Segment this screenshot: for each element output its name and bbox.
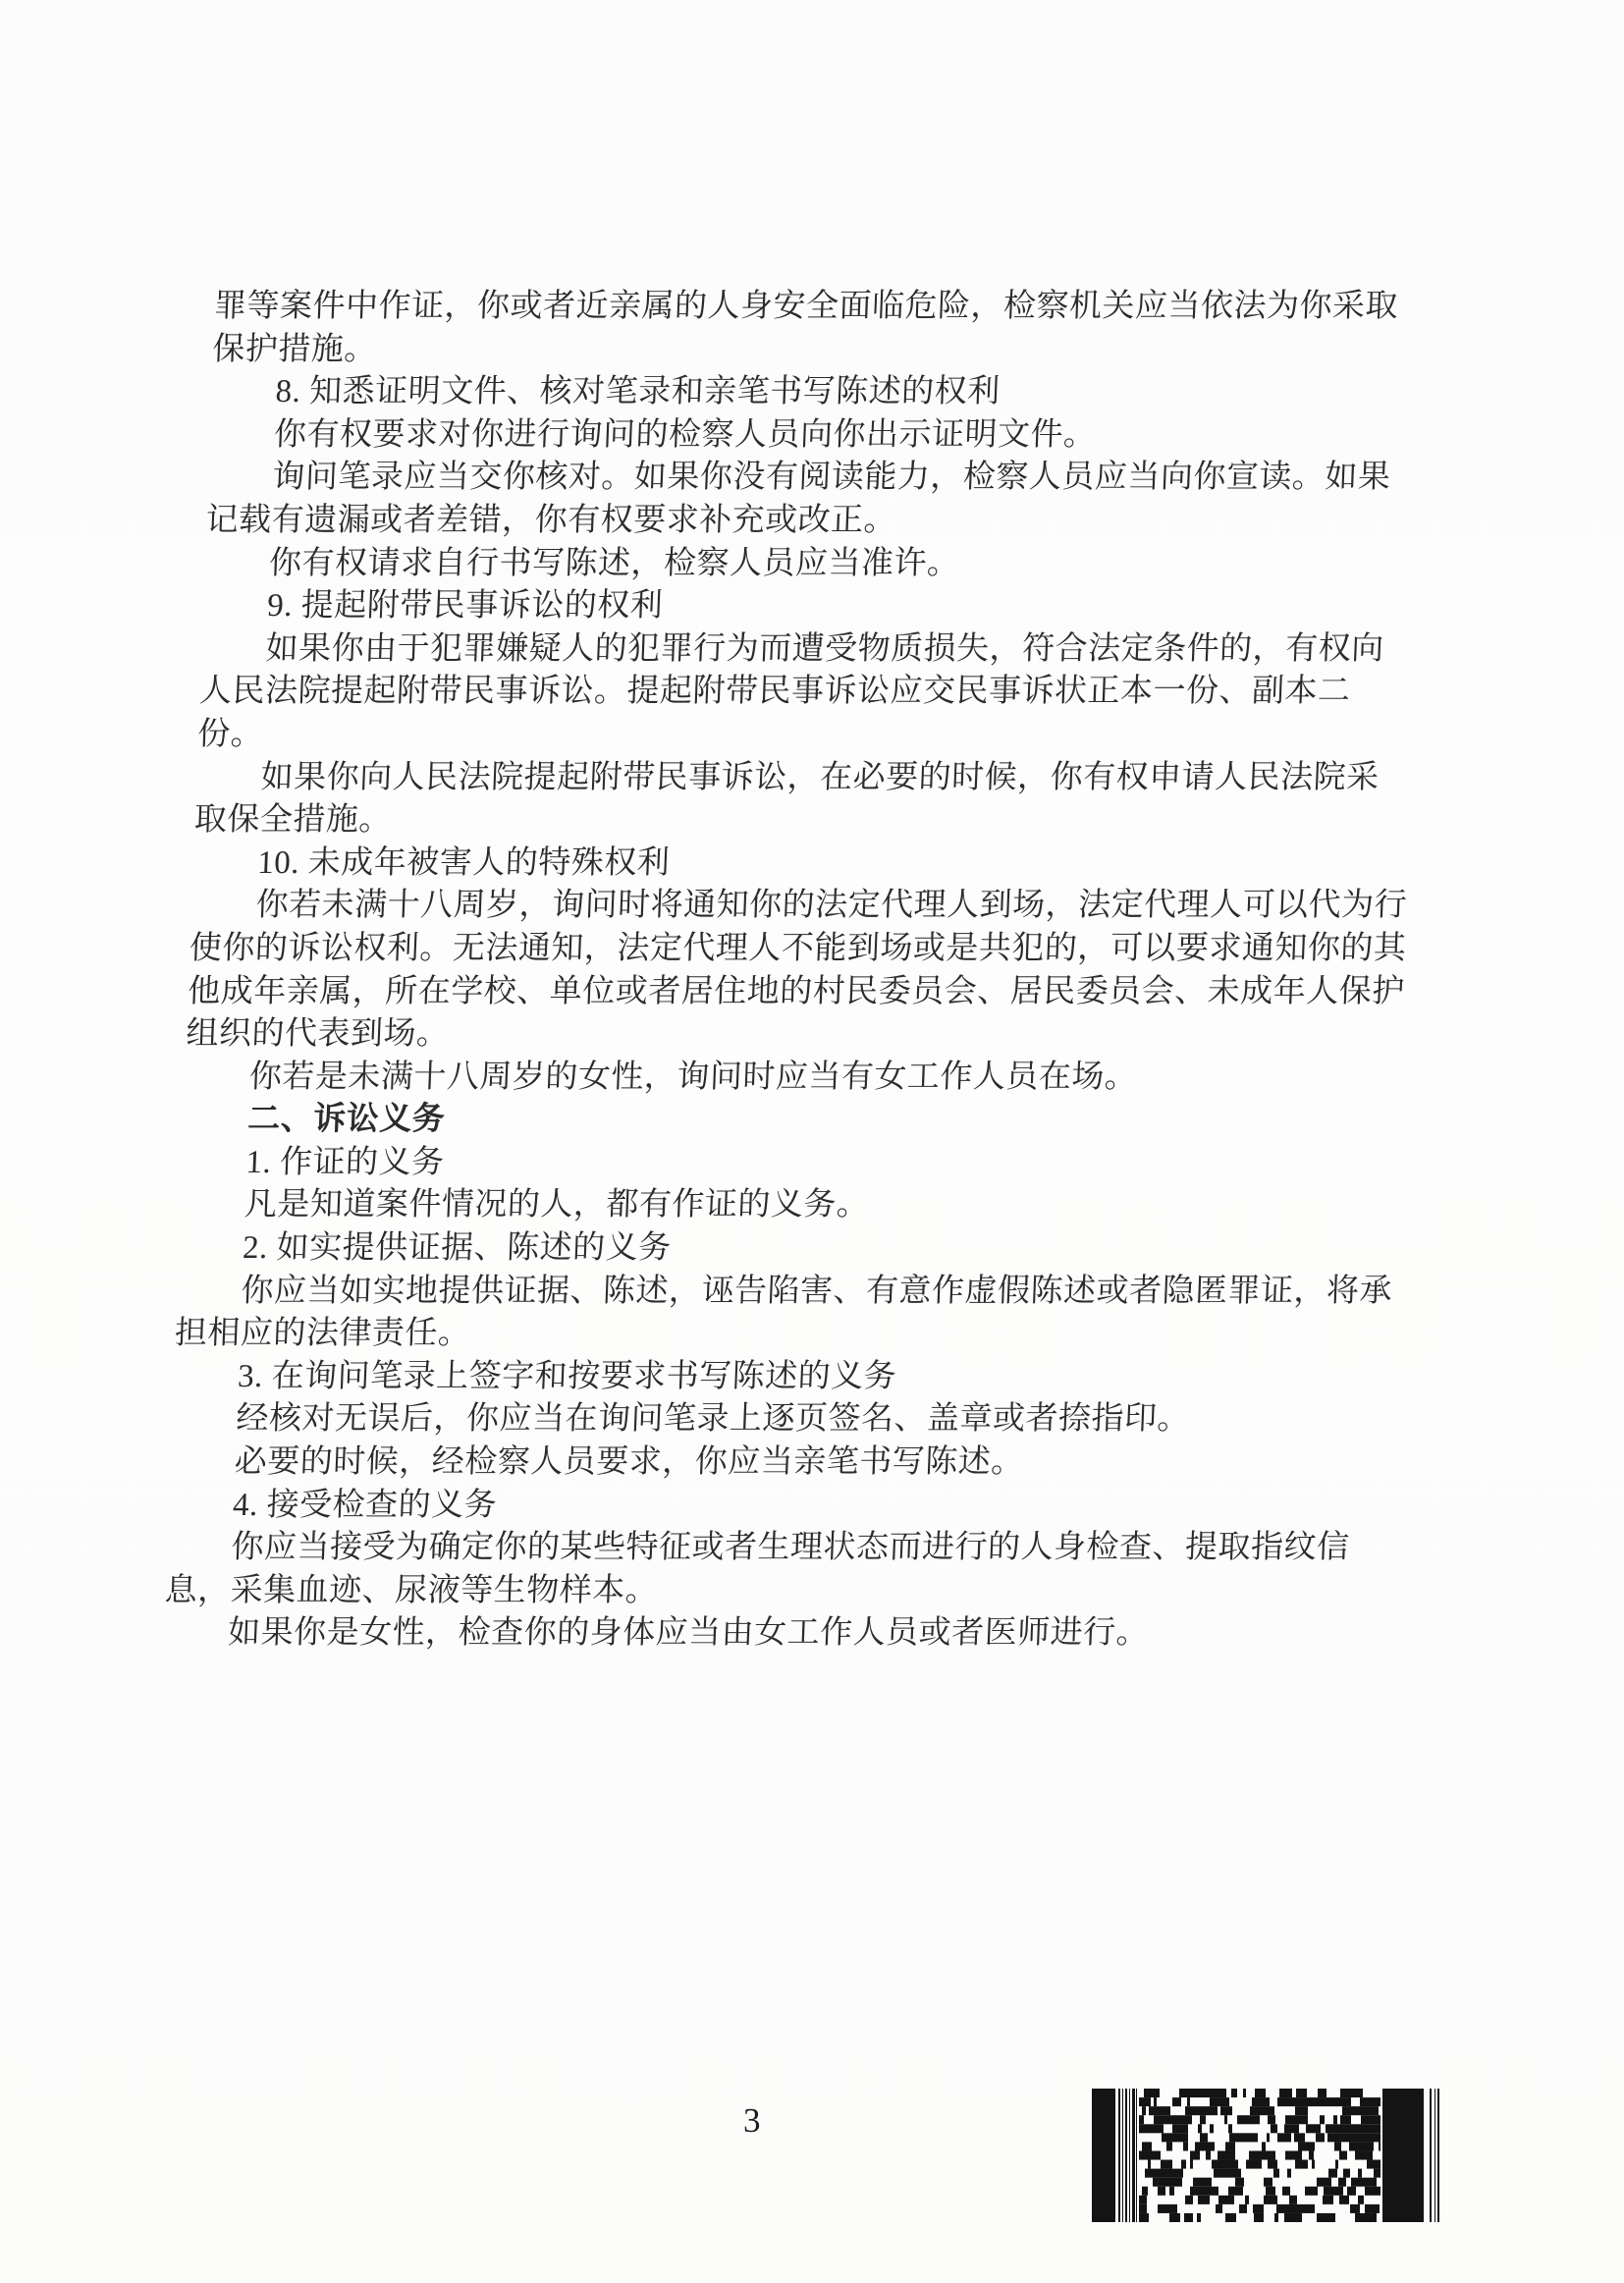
text-line: 取保全措施。 [193, 802, 393, 839]
text-line: 记载有遗漏或者差错，你有权要求补充或改正。 [204, 502, 897, 538]
text-line: 二、诉讼义务 [246, 1102, 446, 1138]
text-line: 罪等案件中作证，你或者近亲属的人身安全面临危险，检察机关应当依法为你采取 [213, 289, 1399, 324]
text-line: 你若未满十八周岁，询问时将通知你的法定代理人到场，法定代理人可以代为行 [254, 888, 1408, 924]
text-line: 人民法院提起附带民事诉讼。提起附带民事诉讼应交民事诉状正本一份、副本二 [198, 674, 1352, 710]
text-line: 询问笔录应当交你核对。如果你没有阅读能力，检察人员应当向你宣读。如果 [271, 460, 1392, 496]
text-line: 凡是知道案件情况的人，都有作证的义务。 [244, 1187, 871, 1223]
text-line: 3. 在询问笔录上签字和按要求书写陈述的义务 [237, 1358, 897, 1394]
text-line: 组织的代表到场。 [185, 1016, 451, 1053]
text-line: 10. 未成年被害人的特殊权利 [256, 844, 671, 881]
text-line: 你有权请求自行书写陈述，检察人员应当准许。 [268, 545, 961, 581]
text-line: 经核对无误后，你应当在询问笔录上逐页签名、盖章或者捺指印。 [235, 1401, 1191, 1438]
text-line: 息，采集血迹、尿液等生物样本。 [164, 1572, 659, 1608]
text-line: 担相应的法律责任。 [174, 1316, 472, 1352]
text-line: 9. 提起附带民事诉讼的权利 [266, 588, 664, 625]
text-line: 份。 [196, 716, 264, 752]
text-line: 4. 接受检查的义务 [232, 1487, 498, 1523]
text-line: 你有权要求对你进行询问的检察人员向你出示证明文件。 [273, 416, 1098, 453]
text-line: 1. 作证的义务 [244, 1144, 446, 1180]
page-number: 3 [743, 2101, 761, 2140]
text-line: 使你的诉讼权利。无法通知，法定代理人不能到场或是共犯的，可以要求通知你的其 [189, 930, 1408, 966]
document-text-block [162, 0, 1502, 1656]
text-line: 他成年亲属，所在学校、单位或者居住地的村民委员会、居民委员会、未成年人保护 [187, 973, 1406, 1009]
text-line: 如果你由于犯罪嫌疑人的犯罪行为而遭受物质损失，符合法定条件的，有权向 [264, 630, 1385, 667]
text-line: 必要的时候，经检察人员要求，你应当亲笔书写陈述。 [234, 1444, 1025, 1481]
text-line: 你若是未满十八周岁的女性，询问时应当有女工作人员在场。 [248, 1059, 1139, 1095]
text-line: 2. 如实提供证据、陈述的义务 [242, 1230, 673, 1267]
text-line: 你应当如实地提供证据、陈述，诬告陷害、有意作虚假陈述或者隐匿罪证，将承 [240, 1273, 1393, 1309]
text-line: 你应当接受为确定你的某些特征或者生理状态而进行的人身检查、提取指纹信 [230, 1530, 1351, 1566]
text-line: 保护措施。 [211, 331, 378, 367]
text-line: 8. 知悉证明文件、核对笔录和亲笔书写陈述的权利 [274, 374, 1001, 410]
text-line: 如果你向人民法院提起附带民事诉讼，在必要的时候，你有权申请人民法院采 [259, 759, 1380, 795]
text-line: 如果你是女性，检查你的身体应当由女工作人员或者医师进行。 [227, 1615, 1150, 1652]
barcode [1092, 2089, 1441, 2222]
